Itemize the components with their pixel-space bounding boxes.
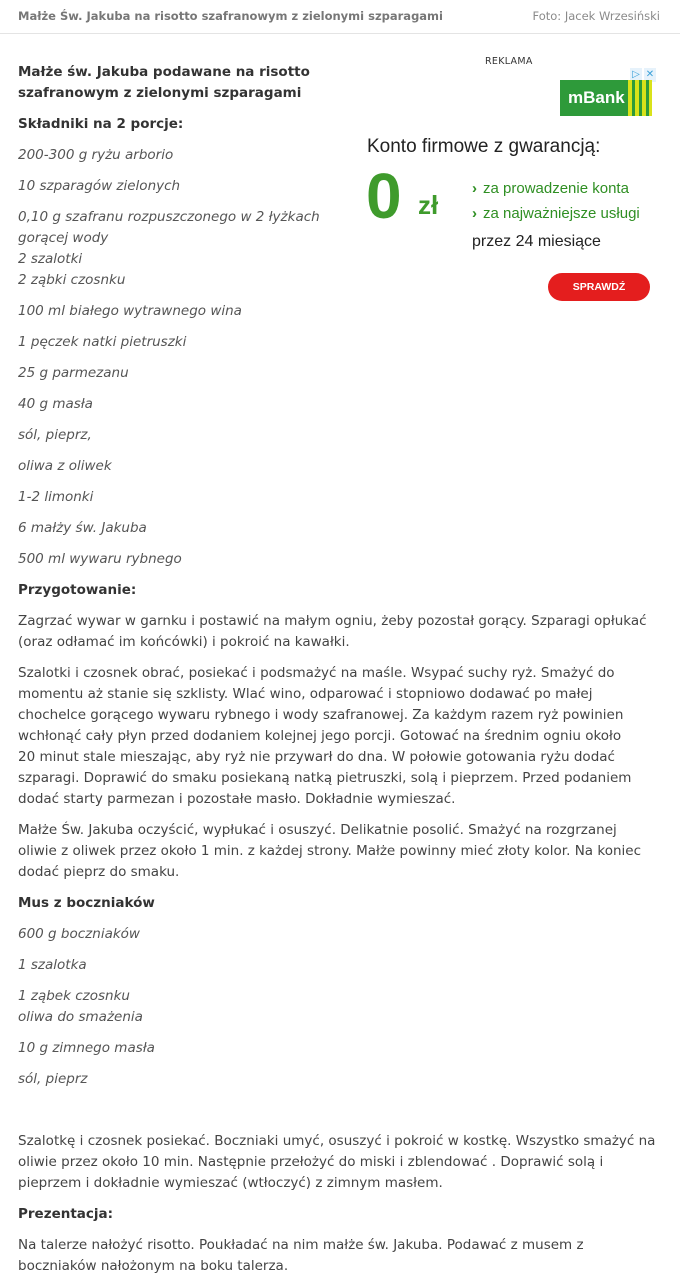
preparation-text: Małże Św. Jakuba oczyścić, wypłukać i osuszyć. Delikatnie posolić. Smażyć na rozgrzanej [18, 822, 617, 838]
ingredient-item: 25 g parmezanu [18, 365, 129, 381]
ad-bullet-text: za prowadzenie konta [483, 180, 629, 197]
preparation-text: dodać pieprz do smaku. [18, 864, 180, 880]
ad-currency: zł [418, 190, 439, 220]
ad-cta-button[interactable]: SPRAWDŹ [548, 273, 650, 301]
preparation-text: chochelce gorącego wywaru rybnego i wody szafranowej. Za każdym razem ryż powinien [18, 707, 624, 723]
presentation-text: Na talerze nałożyć risotto. Poukładać na nim małże św. Jakuba. Podawać z musem z [18, 1237, 584, 1253]
chevron-right-icon: › [472, 180, 477, 197]
ingredient-item: 6 małży św. Jakuba [18, 520, 147, 536]
ingredient-item: 10 szparagów zielonych [18, 178, 181, 194]
chevron-right-icon: › [472, 205, 477, 222]
mbank-logo[interactable] [560, 80, 652, 116]
mus-text: oliwie przez około 10 min. Następnie przełożyć do miski i zblendować . Doprawić solą i [18, 1154, 604, 1170]
caption-divider [0, 33, 680, 34]
preparation-text: Zagrzać wywar w garnku i postawić na małym ogniu, żeby pozostał gorący. Szparagi opłukać [18, 613, 647, 629]
mus-ingredient-item: oliwa do smażenia [18, 1009, 143, 1025]
preparation-title: Przygotowanie: [18, 582, 137, 598]
ingredient-item: 2 szalotki [18, 251, 83, 267]
photo-credit: Foto: Jacek Wrzesiński [532, 9, 660, 23]
mus-ingredient-item: 1 ząbek czosnku [18, 988, 130, 1004]
ingredient-item: 100 ml białego wytrawnego wina [18, 303, 242, 319]
brand-name: mBank [568, 88, 625, 107]
mus-text: pieprzem i dokładnie wymieszać (wtłoczyć) z zimnym masłem. [18, 1175, 443, 1191]
ingredient-item: 1-2 limonki [18, 489, 94, 505]
presentation-title: Prezentacja: [18, 1206, 114, 1222]
preparation-text: 20 minut stale mieszając, aby ryż nie przywarł do dna. W połowie gotowania ryżu dodać [18, 749, 615, 765]
recipe-heading-line-2: szafranowym z zielonymi szparagami [18, 85, 302, 101]
ad-bullet-2 [472, 205, 640, 222]
preparation-text: szparagi. Doprawić do smaku posiekaną natką pietruszki, solą i pieprzem. Przed podaniem [18, 770, 632, 786]
mus-ingredient-item: 1 szalotka [18, 957, 87, 973]
mus-text: Szalotkę i czosnek posiekać. Boczniaki umyć, osuszyć i pokroić w kostkę. Wszystko smażyć na [18, 1133, 656, 1149]
ad-bullet-1 [472, 180, 629, 197]
preparation-text: oliwie z oliwek przez około 1 min. z każdej strony. Małże powinny mieć złoty kolor. Na koniec [18, 843, 641, 859]
ingredient-item: 1 pęczek natki pietruszki [18, 334, 187, 350]
mus-ingredient-item: 600 g boczniaków [18, 926, 140, 942]
close-icon[interactable]: ✕ [645, 69, 655, 80]
mus-ingredient-item: 10 g zimnego masła [18, 1040, 155, 1056]
ingredient-item: 0,10 g szafranu rozpuszczonego w 2 łyżkach [18, 209, 320, 225]
mus-title: Mus z boczniaków [18, 895, 155, 911]
advertisement-banner[interactable] [360, 54, 660, 314]
ingredient-item: 200-300 g ryżu arborio [18, 147, 174, 163]
photo-caption-title: Małże Św. Jakuba na risotto szafranowym z zielonymi szparagami [18, 9, 443, 23]
preparation-text: (oraz odłamać im końcówki) i pokroić na kawałki. [18, 634, 350, 650]
ingredient-item: 40 g masła [18, 396, 93, 412]
ad-period: przez 24 miesiące [472, 233, 601, 250]
ingredient-item: sól, pieprz, [18, 427, 92, 443]
logo-stripes [628, 80, 652, 116]
photo-caption-bar [0, 0, 680, 34]
info-icon[interactable]: ▷ [630, 68, 642, 82]
ingredient-item: 500 ml wywaru rybnego [18, 551, 182, 567]
presentation-text: boczniaków nałożonym na boku talerza. [18, 1258, 289, 1274]
preparation-text: momentu aż stanie się szklisty. Wlać wino, odparować i stopniowo dodawać po małej [18, 686, 593, 702]
preparation-text: Szalotki i czosnek obrać, posiekać i podsmażyć na maśle. Wsypać suchy ryż. Smażyć do [18, 665, 615, 681]
preparation-text: wchłonąć cały płyn przed dodaniem kolejnej jego porcji. Gotować na średnim ogniu około [18, 728, 622, 744]
recipe-heading-line-1: Małże św. Jakuba podawane na risotto [18, 64, 310, 80]
ingredient-item: oliwa z oliwek [18, 458, 112, 474]
ingredients-title: Składniki na 2 porcje: [18, 116, 184, 132]
ingredient-item: 2 ząbki czosnku [18, 272, 126, 288]
mus-ingredient-item: sól, pieprz [18, 1071, 88, 1087]
ad-bullet-text: za najważniejsze usługi [483, 205, 640, 222]
ad-headline: Konto firmowe z gwarancją: [367, 136, 601, 157]
ingredient-item: gorącej wody [18, 230, 109, 246]
ad-label: REKLAMA [485, 56, 533, 67]
preparation-text: dodać starty parmezan i pozostałe masło. Dokładnie wymieszać. [18, 791, 456, 807]
ad-zero-amount: 0 [366, 160, 402, 232]
